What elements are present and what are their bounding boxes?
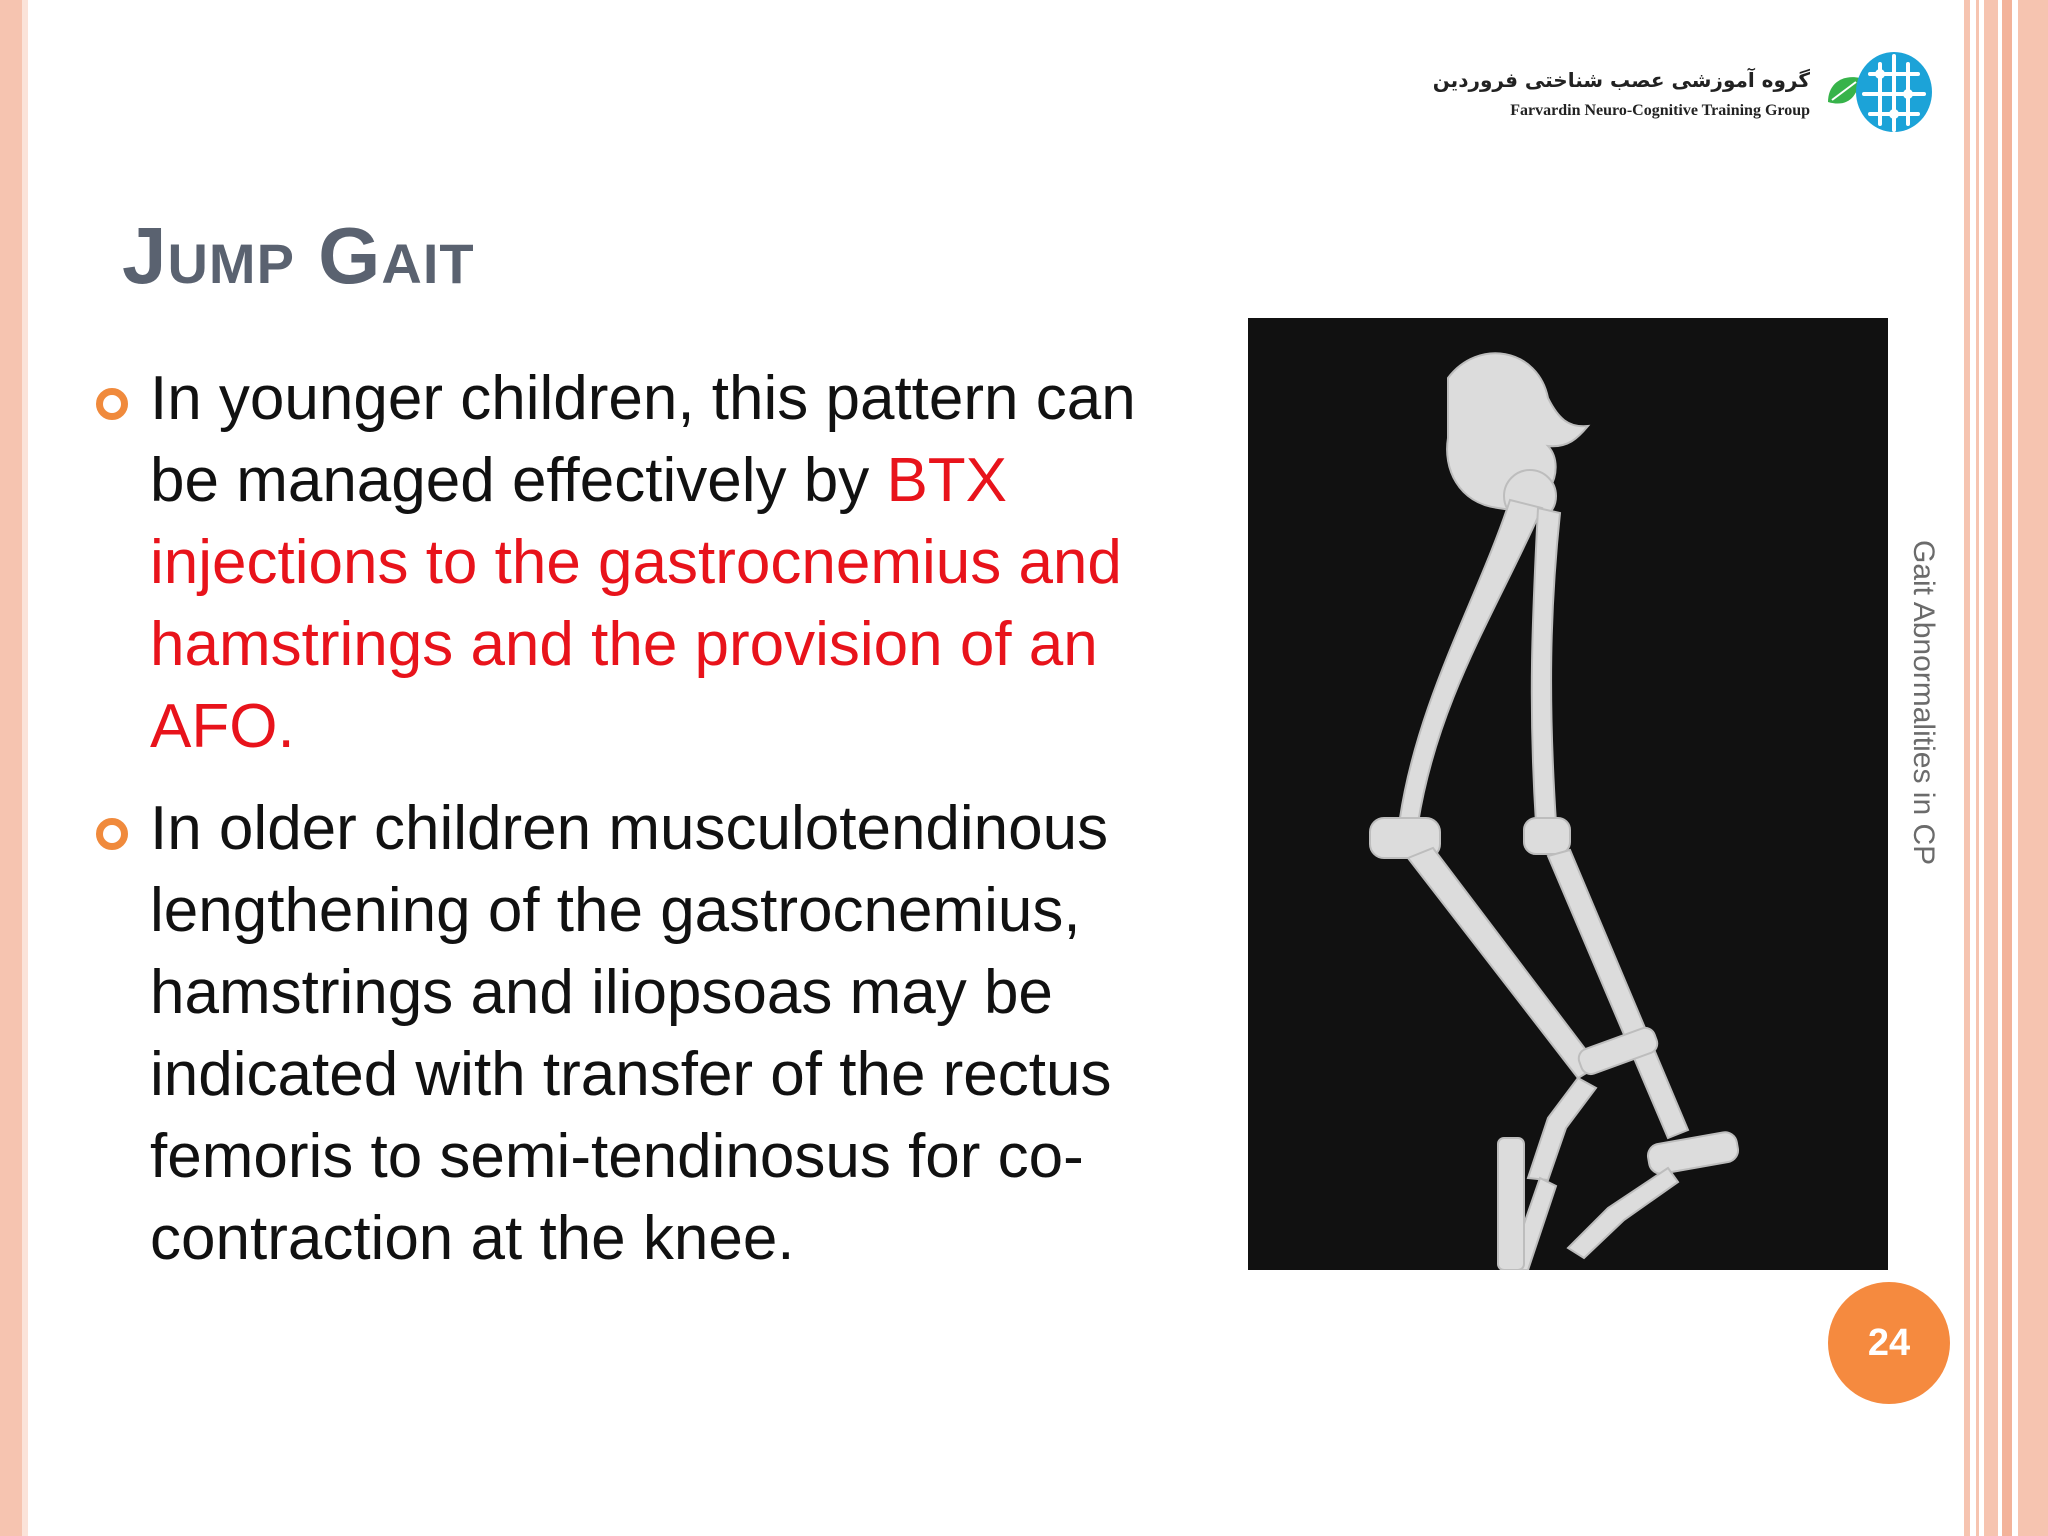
logo-text-english: Farvardin Neuro-Cognitive Training Group [1510, 102, 1810, 119]
page-number: 24 [1867, 1321, 1911, 1364]
organization-logo [1432, 44, 1940, 144]
skeleton-illustration [1248, 318, 1888, 1270]
slide-title: Jump Gait [122, 211, 475, 300]
bullet-circle-icon [96, 818, 128, 850]
logo-text-persian: گروه آموزشی عصب شناختی فروردین [1432, 68, 1810, 92]
bullet-list [96, 358, 1196, 1280]
left-border-bar [0, 0, 22, 1536]
bullet-item [96, 358, 1196, 768]
bullet-text: In younger children, this pattern can be managed effectively by [150, 364, 1136, 515]
bullet-circle-icon [96, 388, 128, 420]
page-number-badge [1828, 1282, 1950, 1404]
brain-leaf-icon [1820, 44, 1940, 144]
bullet-item [96, 788, 1196, 1280]
skeleton-leg-image [1248, 318, 1888, 1270]
bullet-highlight-text: BTX injections to the gastrocnemius and hamstrings and the provision of an AFO. [150, 446, 1122, 761]
side-label [1900, 540, 1980, 920]
bullet-text: In older children musculotendinous lengthening of the gastrocnemius, hamstrings and iliopsoas may be indicated with transfer of the rectus femoris to semi-tendinosus for co-contraction at the knee. [150, 794, 1112, 1273]
side-label-text: Gait Abnormalities in CP [1907, 540, 1940, 866]
left-border-inner-bar [22, 0, 28, 1536]
